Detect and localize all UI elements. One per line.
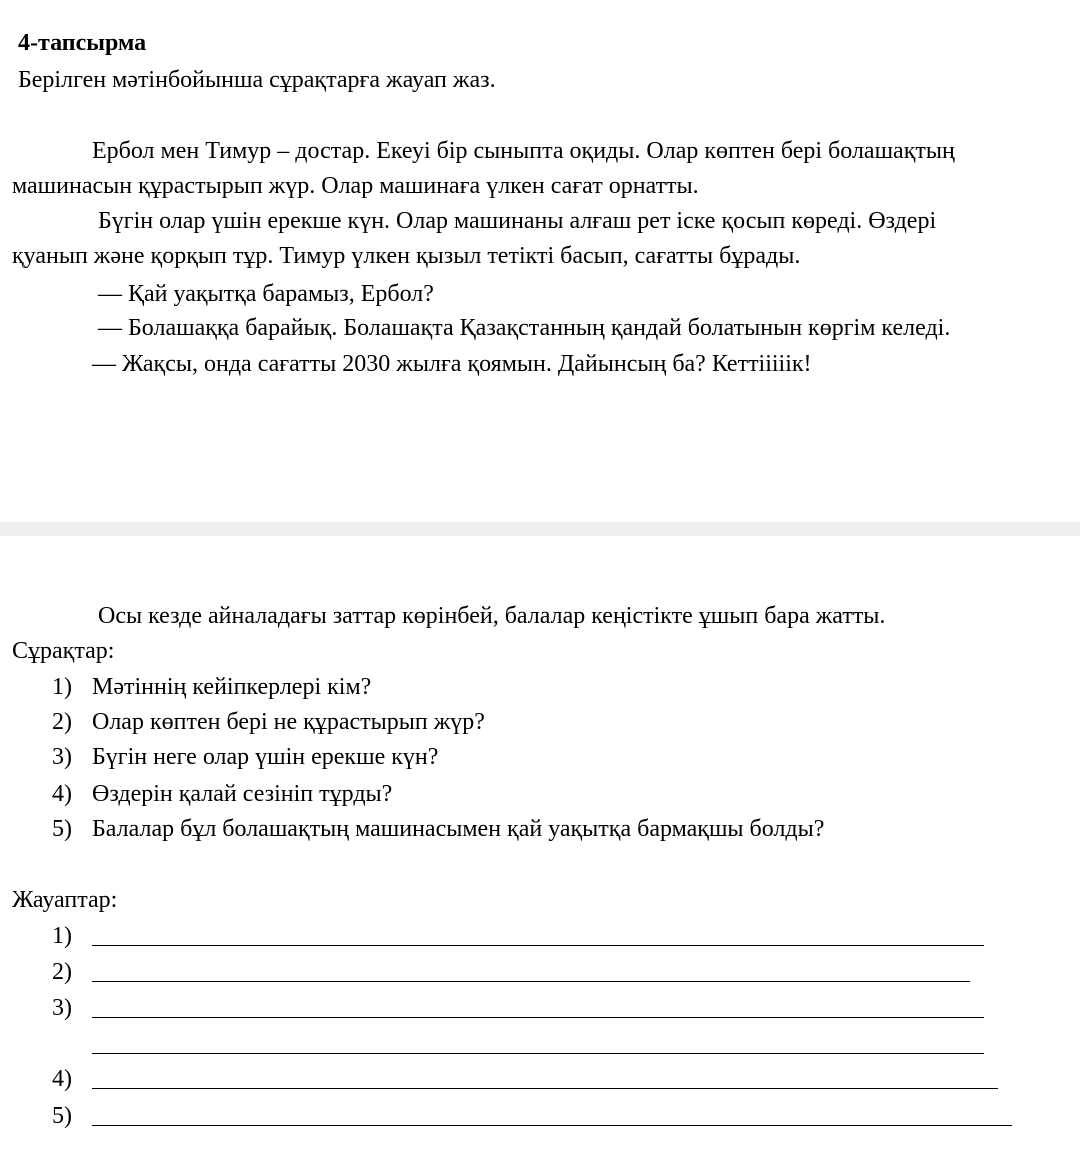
answer-line[interactable]: [92, 981, 970, 982]
page-top: [0, 0, 1080, 522]
question-text: Мәтіннің кейіпкерлері кім?: [92, 674, 372, 700]
answer-line[interactable]: [92, 945, 984, 946]
question-number: 5): [52, 816, 72, 842]
answer-number: 3): [52, 995, 72, 1021]
answer-number: 2): [52, 959, 72, 985]
text-line: Ербол мен Тимур – достар. Екеуі бір сыныпта оқиды. Олар көптен бері болашақтың: [92, 138, 955, 164]
question-number: 4): [52, 781, 72, 807]
questions-label: Сұрақтар:: [12, 638, 115, 664]
dialogue-line: — Болашаққа барайық. Болашақта Қазақстанның қандай болатынын көргім келеді.: [98, 315, 951, 341]
answer-line[interactable]: [92, 1017, 984, 1018]
question-text: Балалар бұл болашақтың машинасымен қай уақытқа бармақшы болды?: [92, 816, 825, 842]
instruction: Берілген мәтінбойынша сұрақтарға жауап жаз.: [18, 67, 496, 93]
page-divider: [0, 522, 1080, 536]
answers-label: Жауаптар:: [12, 887, 118, 913]
page-bottom: [0, 536, 1080, 1167]
question-text: Бүгін неге олар үшін ерекше күн?: [92, 744, 439, 770]
question-text: Өздерін қалай сезініп тұрды?: [92, 781, 393, 807]
dialogue-line: — Жақсы, онда сағатты 2030 жылға қоямын. Дайынсың ба? Кеттііііік!: [92, 351, 812, 377]
text-line: Бүгін олар үшін ерекше күн. Олар машинаны алғаш рет іске қосып көреді. Өздері: [98, 208, 937, 234]
task-title: 4-тапсырма: [18, 30, 147, 56]
answer-line[interactable]: [92, 1125, 1012, 1126]
question-text: Олар көптен бері не құрастырып жүр?: [92, 709, 485, 735]
text-line: машинасын құрастырып жүр. Олар машинаға үлкен сағат орнатты.: [12, 173, 699, 199]
question-number: 2): [52, 709, 72, 735]
question-number: 3): [52, 744, 72, 770]
answer-number: 1): [52, 923, 72, 949]
answer-line[interactable]: [92, 1053, 984, 1054]
answer-number: 5): [52, 1103, 72, 1129]
question-number: 1): [52, 674, 72, 700]
text-line: қуанып және қорқып тұр. Тимур үлкен қызыл тетікті басып, сағатты бұрады.: [12, 243, 801, 269]
continuation-line: Осы кезде айналадағы заттар көрінбей, балалар кеңістікте ұшып бара жатты.: [98, 603, 886, 629]
answer-number: 4): [52, 1066, 72, 1092]
answer-line[interactable]: [92, 1088, 998, 1089]
dialogue-line: — Қай уақытқа барамыз, Ербол?: [98, 281, 434, 307]
